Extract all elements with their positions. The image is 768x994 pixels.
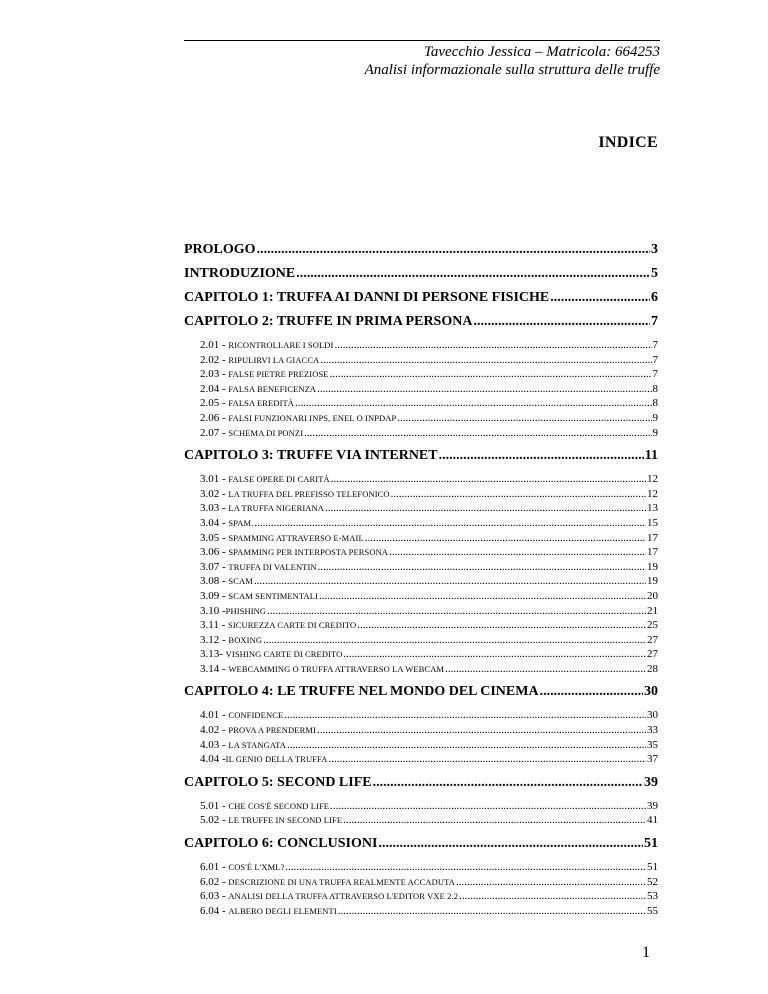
toc-section-number: 6.04 - [200, 904, 229, 917]
header-author-line: Tavecchio Jessica – Matricola: 664253 [423, 44, 660, 60]
toc-section-entry[interactable] [184, 662, 658, 677]
toc-leader-dots [257, 238, 650, 262]
toc-page-number: 51 [647, 861, 658, 874]
table-of-contents [184, 238, 658, 922]
toc-chapter-entry[interactable] [184, 286, 658, 310]
toc-section-title: PHISHING [225, 605, 267, 616]
toc-chapter-entry[interactable] [184, 238, 658, 262]
toc-section-entry[interactable] [184, 752, 658, 767]
toc-section-entry[interactable] [184, 531, 658, 546]
toc-page-number: 9 [652, 426, 658, 439]
toc-section-entry[interactable] [184, 338, 658, 353]
toc-section-number: 4.04 - [200, 753, 226, 766]
toc-section-entry[interactable] [184, 560, 658, 575]
toc-section-number: 6.03 - [200, 890, 229, 903]
toc-leader-dots [378, 832, 643, 856]
toc-section-number: 5.01 - [200, 799, 229, 812]
toc-page-number: 9 [652, 411, 658, 424]
toc-chapter-entry[interactable] [184, 771, 658, 795]
toc-leader-dots [357, 618, 646, 633]
toc-section-title: RICONTROLLARE I SOLDI [228, 340, 334, 350]
toc-section-title: TRUFFA DI VALENTIN [228, 561, 317, 572]
toc-page-number: 51 [644, 836, 658, 852]
toc-section-number: 4.01 - [200, 709, 229, 722]
header-title-line: Analisi informazionale sulla struttura delle truffe [364, 62, 660, 78]
toc-section-number: 2.06 - [200, 411, 229, 424]
toc-section-label [200, 875, 455, 890]
toc-section-title: SPAMMING ATTRAVERSO E-MAIL [228, 532, 364, 543]
toc-section-number: 3.05 - [200, 531, 229, 544]
toc-chapter-label: CAPITOLO 4: LE TRUFFE NEL MONDO DEL CINEMA [184, 684, 539, 700]
toc-section-title: FALSA BENEFICENZA [228, 383, 317, 394]
toc-section-number: 4.03 - [200, 738, 229, 751]
toc-page-number: 20 [647, 589, 658, 602]
toc-leader-dots [343, 813, 646, 828]
toc-section-label [200, 531, 364, 546]
toc-page-number: 12 [647, 473, 658, 486]
toc-page-number: 3 [651, 242, 658, 257]
toc-leader-dots [254, 516, 646, 531]
toc-page-number: 7 [652, 368, 658, 381]
toc-section-number: 5.02 - [200, 814, 229, 827]
toc-page-number: 12 [647, 487, 658, 500]
toc-section-number: 3.03 - [200, 502, 229, 515]
toc-section-label [200, 487, 390, 502]
toc-section-entry[interactable] [184, 618, 658, 633]
toc-section-label [200, 426, 303, 441]
toc-leader-dots [330, 799, 646, 814]
toc-section-entry[interactable] [184, 813, 658, 828]
toc-leader-dots [254, 574, 646, 589]
toc-section-title: VISHING CARTE DI CREDITO [225, 649, 343, 660]
toc-chapter-label: CAPITOLO 1: TRUFFA AI DANNI DI PERSONE FISICHE [184, 290, 550, 305]
toc-leader-dots [389, 545, 646, 560]
toc-section-entry[interactable] [184, 545, 658, 560]
toc-section-entry[interactable] [184, 604, 658, 619]
toc-leader-dots [331, 472, 646, 487]
toc-section-title: FALSE PIETRE PREZIOSE [228, 369, 329, 380]
toc-section-label [200, 545, 388, 560]
toc-section-entry[interactable] [184, 889, 658, 904]
toc-section-title: FALSI FUNZIONARI INPS, ENEL O INPDAP [228, 412, 397, 423]
toc-page-number: 15 [647, 516, 658, 529]
toc-section-number: 3.06 - [200, 546, 229, 559]
toc-section-number: 2.04 - [200, 382, 229, 395]
toc-page-number: 37 [647, 753, 658, 766]
toc-leader-dots [391, 487, 646, 502]
toc-section-label [200, 860, 284, 875]
toc-section-entry[interactable] [184, 860, 658, 875]
toc-page-number: 25 [647, 619, 658, 632]
toc-leader-dots [284, 708, 646, 723]
toc-section-title: FALSA EREDITÀ [228, 398, 295, 409]
toc-section-number: 2.07 - [200, 426, 229, 439]
toc-chapter-entry[interactable] [184, 832, 658, 856]
toc-section-title: CONFIDENCE [228, 710, 284, 721]
toc-section-title: LA TRUFFA NIGERIANA [228, 503, 324, 514]
toc-section-number: 3.07 - [200, 560, 229, 573]
toc-leader-dots [373, 771, 643, 795]
toc-section-label [200, 604, 266, 619]
toc-section-entry[interactable] [184, 723, 658, 738]
toc-section-number: 2.02 - [200, 353, 229, 366]
toc-section-label [200, 723, 316, 738]
toc-section-label [200, 647, 342, 662]
toc-chapter-label: PROLOGO [184, 242, 256, 257]
toc-section-entry[interactable] [184, 589, 658, 604]
toc-section-title: SCAM SENTIMENTALI [228, 590, 318, 601]
toc-chapter-entry[interactable] [184, 444, 658, 468]
toc-page-number: 17 [647, 546, 658, 559]
toc-section-label [200, 472, 330, 487]
toc-section-label [200, 382, 316, 397]
toc-section-title: ALBERO DEGLI ELEMENTI [228, 905, 337, 916]
toc-section-entry[interactable] [184, 574, 658, 589]
toc-page-number: 30 [644, 684, 658, 700]
toc-section-entry[interactable] [184, 367, 658, 382]
toc-page-number: 13 [647, 502, 658, 515]
toc-section-label [200, 904, 337, 919]
toc-page-number: 30 [647, 709, 658, 722]
toc-section-entry[interactable] [184, 411, 658, 426]
toc-leader-dots [329, 752, 647, 767]
toc-section-entry[interactable] [184, 904, 658, 919]
toc-section-label [200, 813, 342, 828]
toc-section-entry[interactable] [184, 738, 658, 753]
toc-section-label [200, 889, 458, 904]
toc-section-label [200, 799, 329, 814]
toc-leader-dots [285, 860, 646, 875]
toc-section-title: DESCRIZIONE DI UNA TRUFFA REALMENTE ACCADUTA [228, 876, 455, 887]
toc-section-entry[interactable] [184, 472, 658, 487]
toc-section-label [200, 367, 329, 382]
toc-section-entry[interactable] [184, 875, 658, 890]
toc-page-number: 28 [647, 662, 658, 675]
toc-leader-dots [343, 647, 646, 662]
toc-section-title: SPAMMING PER INTERPOSTA PERSONA [228, 547, 389, 558]
toc-page-number: 17 [647, 531, 658, 544]
toc-leader-dots [540, 680, 643, 704]
toc-page-number: 7 [652, 353, 658, 366]
toc-chapter-label: CAPITOLO 5: SECOND LIFE [184, 774, 372, 790]
toc-page-number: 41 [647, 814, 658, 827]
toc-section-number: 2.05 - [200, 397, 229, 410]
toc-page-number: 33 [647, 724, 658, 737]
toc-section-entry[interactable] [184, 516, 658, 531]
toc-section-number: 6.02 - [200, 875, 229, 888]
toc-section-number: 2.03 - [200, 368, 229, 381]
toc-section-title: WEBCAMMING O TRUFFA ATTRAVERSO LA WEBCAM [228, 663, 445, 674]
toc-leader-dots [267, 604, 646, 619]
toc-page-number: 19 [647, 560, 658, 573]
toc-leader-dots [550, 286, 650, 310]
toc-section-title: LE TRUFFE IN SECOND LIFE [228, 815, 343, 826]
toc-leader-dots [304, 426, 651, 441]
toc-chapter-label: CAPITOLO 3: TRUFFE VIA INTERNET [184, 448, 438, 464]
toc-page-number: 53 [647, 890, 658, 903]
toc-section-label [200, 738, 286, 753]
toc-section-entry[interactable] [184, 396, 658, 411]
toc-section-title: CHE COS'È SECOND LIFE [228, 800, 330, 811]
toc-section-entry[interactable] [184, 426, 658, 441]
toc-leader-dots [365, 531, 646, 546]
page-number: 1 [642, 944, 650, 961]
toc-leader-dots [456, 875, 646, 890]
toc-leader-dots [325, 501, 646, 516]
toc-section-title: COS'È L'XML? [228, 862, 285, 873]
toc-section-label [200, 708, 283, 723]
toc-chapter-entry[interactable] [184, 310, 658, 334]
toc-chapter-label: CAPITOLO 2: TRUFFE IN PRIMA PERSONA [184, 314, 473, 329]
toc-section-title: IL GENIO DELLA TRUFFA [225, 754, 328, 765]
toc-page-number: 35 [647, 738, 658, 751]
toc-page-number: 21 [647, 604, 658, 617]
toc-page-number: 52 [647, 875, 658, 888]
index-title: INDICE [598, 134, 658, 151]
toc-leader-dots [334, 338, 651, 353]
toc-page-number: 39 [647, 799, 658, 812]
toc-page-number: 27 [647, 648, 658, 661]
toc-chapter-entry[interactable] [184, 680, 658, 704]
toc-leader-dots [295, 396, 651, 411]
toc-leader-dots [287, 738, 646, 753]
toc-section-entry[interactable] [184, 799, 658, 814]
toc-section-number: 3.13- [200, 648, 226, 661]
toc-section-entry[interactable] [184, 353, 658, 368]
toc-section-title: LA STANGATA [228, 739, 287, 750]
toc-section-title: SICUREZZA CARTE DI CREDITO [228, 620, 357, 631]
toc-page-number: 7 [651, 314, 658, 329]
toc-leader-dots [338, 904, 646, 919]
toc-section-number: 6.01 - [200, 861, 229, 874]
toc-section-entry[interactable] [184, 487, 658, 502]
toc-section-number: 2.01 - [200, 339, 229, 351]
toc-page-number: 11 [644, 448, 658, 464]
toc-chapter-label: CAPITOLO 6: CONCLUSIONI [184, 836, 378, 852]
toc-chapter-label: INTRODUZIONE [184, 266, 296, 281]
toc-leader-dots [330, 367, 652, 382]
toc-leader-dots [397, 411, 651, 426]
toc-section-title: PROVA A PRENDERMI [228, 725, 316, 736]
toc-section-number: 3.14 - [200, 662, 229, 675]
toc-section-label [200, 752, 328, 767]
toc-section-title: BOXING [228, 634, 263, 645]
toc-leader-dots [317, 382, 651, 397]
toc-section-label [200, 338, 333, 353]
toc-section-label [200, 618, 356, 633]
toc-section-label [200, 560, 317, 575]
toc-section-number: 3.10 - [200, 604, 226, 617]
toc-section-title: SPAM. [228, 517, 254, 528]
toc-page-number: 8 [652, 382, 658, 395]
toc-leader-dots [459, 889, 646, 904]
toc-page-number: 6 [651, 290, 658, 305]
toc-leader-dots [473, 310, 650, 334]
toc-section-label [200, 411, 396, 426]
toc-section-label [200, 633, 262, 648]
toc-section-title: LA TRUFFA DEL PREFISSO TELEFONICO [228, 488, 390, 499]
toc-section-number: 3.09 - [200, 589, 229, 602]
toc-leader-dots [439, 444, 644, 468]
page-header [184, 40, 660, 79]
toc-page-number: 7 [652, 339, 658, 351]
toc-section-label [200, 353, 319, 368]
toc-section-title: RIPULIRVI LA GIACCA [228, 354, 320, 365]
toc-page-number: 27 [647, 633, 658, 646]
toc-section-number: 3.12 - [200, 633, 229, 646]
toc-section-title: SCAM [228, 576, 253, 587]
toc-page-number: 19 [647, 575, 658, 588]
toc-section-label [200, 662, 444, 677]
toc-section-entry[interactable] [184, 647, 658, 662]
toc-section-title: SCHEMA DI PONZI [228, 427, 304, 438]
toc-page-number: 39 [644, 774, 658, 790]
toc-section-entry[interactable] [184, 501, 658, 516]
toc-section-number: 4.02 - [200, 724, 229, 737]
toc-leader-dots [318, 560, 646, 575]
toc-section-entry[interactable] [184, 382, 658, 397]
toc-chapter-entry[interactable] [184, 262, 658, 286]
toc-leader-dots [320, 353, 651, 368]
toc-leader-dots [263, 633, 646, 648]
toc-section-number: 3.01 - [200, 473, 229, 486]
toc-section-label [200, 516, 253, 531]
toc-leader-dots [317, 723, 646, 738]
toc-leader-dots [445, 662, 646, 677]
toc-section-label [200, 574, 253, 589]
toc-section-number: 3.08 - [200, 575, 229, 588]
toc-section-entry[interactable] [184, 633, 658, 648]
toc-section-label [200, 589, 318, 604]
toc-section-label [200, 501, 324, 516]
toc-page-number: 55 [647, 904, 658, 917]
toc-page-number: 5 [651, 266, 658, 281]
toc-section-number: 3.04 - [200, 516, 229, 529]
toc-section-title: ANALISI DELLA TRUFFA ATTRAVERSO L'EDITOR VXE 2.2 [228, 891, 459, 902]
toc-section-number: 3.02 - [200, 487, 229, 500]
toc-section-label [200, 396, 294, 411]
toc-page-number: 8 [652, 397, 658, 410]
toc-leader-dots [319, 589, 646, 604]
toc-section-title: FALSE OPERE DI CARITÀ [228, 474, 330, 485]
toc-section-entry[interactable] [184, 708, 658, 723]
toc-leader-dots [296, 262, 650, 286]
toc-section-number: 3.11 - [200, 619, 229, 632]
